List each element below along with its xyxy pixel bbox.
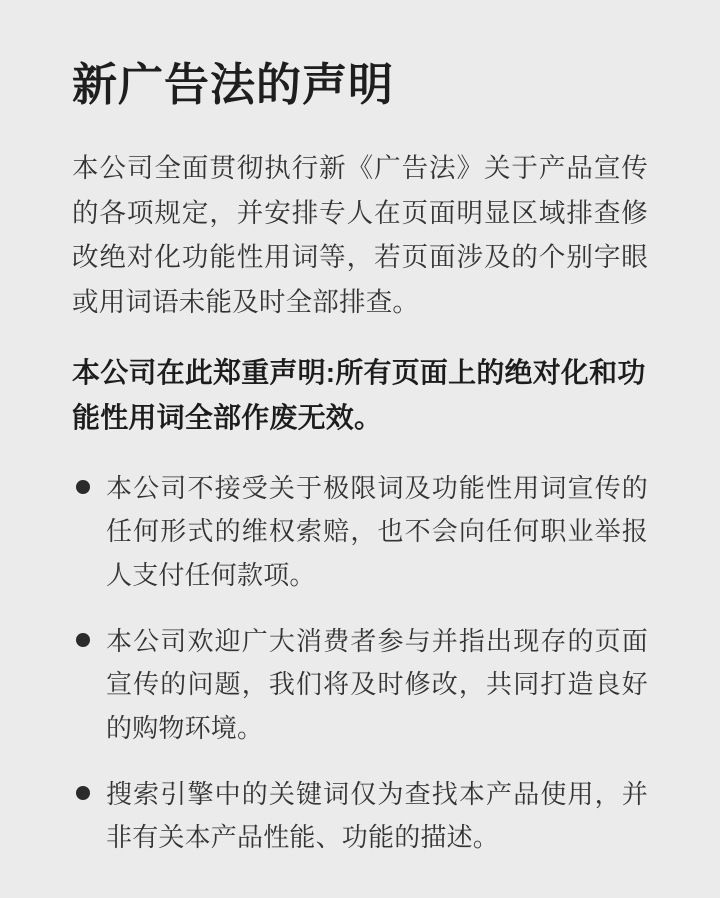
list-item-text: 本公司不接受关于极限词及功能性用词宣传的任何形式的维权索赔，也不会向任何职业举报人支付任何款项。 [106, 472, 648, 591]
statement-bullet-list [72, 467, 648, 860]
intro-paragraph: 本公司全面贯彻执行新《广告法》关于产品宣传的各项规定，并安排专人在页面明显区域排查修改绝对化功能性用词等，若页面涉及的个别字眼或用词语未能及时全部排查。 [72, 153, 648, 317]
list-item [72, 773, 648, 860]
list-item-text: 本公司欢迎广大消费者参与并指出现存的页面宣传的问题，我们将及时修改，共同打造良好的购物环境。 [106, 625, 648, 744]
list-item [72, 620, 648, 751]
list-item [72, 467, 648, 598]
declaration-paragraph: 本公司在此郑重声明:所有页面上的绝对化和功能性用词全部作废无效。 [72, 357, 646, 434]
filled-circle-bullet-icon [76, 633, 90, 647]
filled-circle-bullet-icon [76, 480, 90, 494]
filled-circle-bullet-icon [76, 786, 90, 800]
list-item-text: 搜索引擎中的关键词仅为查找本产品使用，并非有关本产品性能、功能的描述。 [106, 778, 648, 853]
page-title: 新广告法的声明 [72, 59, 395, 110]
